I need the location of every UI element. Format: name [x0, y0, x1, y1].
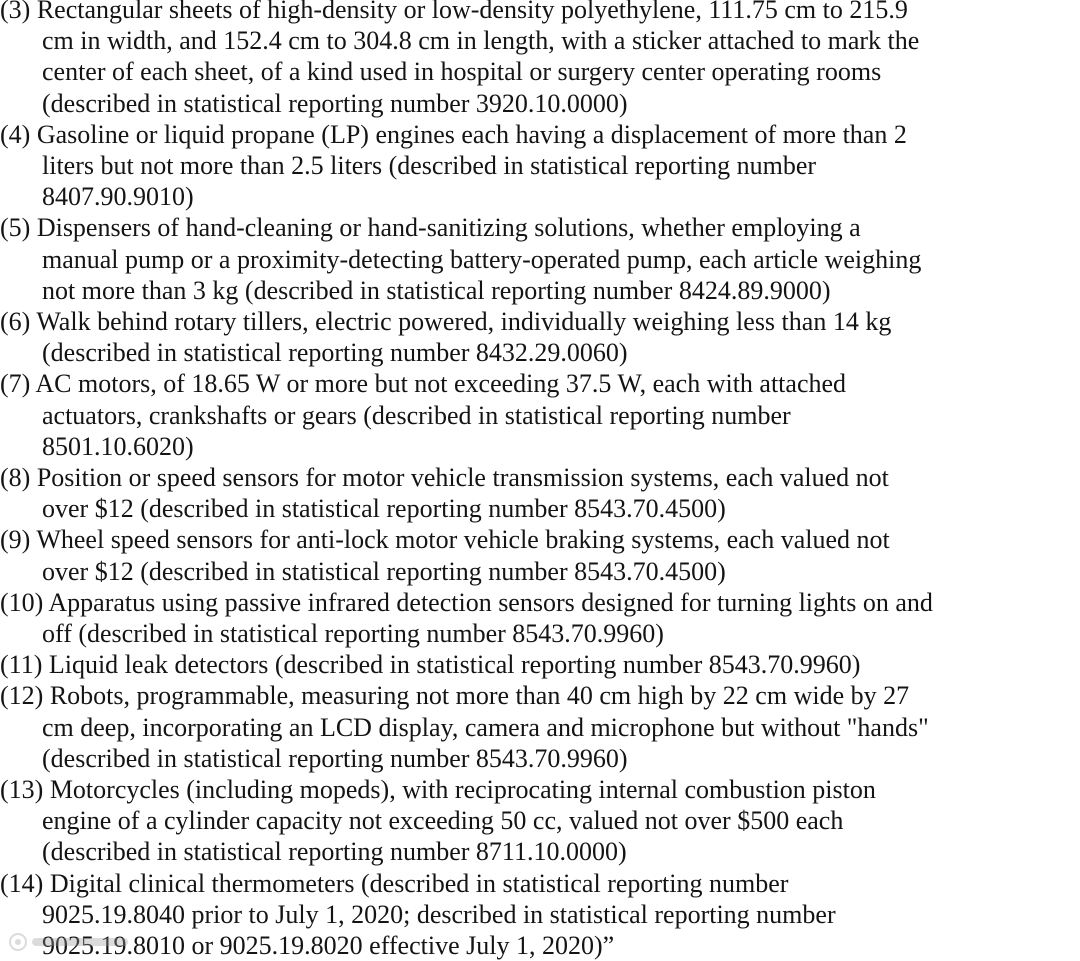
item-line: (13) Motorcycles (including mopeds), with reciprocating internal combustion piston [0, 775, 876, 805]
item-line: 8407.90.9010) [42, 182, 194, 212]
item-line: (11) Liquid leak detectors (described in statistical reporting number 8543.70.9960) [0, 650, 861, 680]
list-item-5 [0, 212, 1080, 306]
item-line: (8) Position or speed sensors for motor vehicle transmission systems, each valued not [0, 463, 889, 493]
item-line: liters but not more than 2.5 liters (described in statistical reporting number [42, 151, 817, 181]
list-item-12 [0, 680, 1080, 774]
item-line: (12) Robots, programmable, measuring not more than 40 cm high by 22 cm wide by 27 [0, 681, 910, 711]
list-item-10 [0, 587, 1080, 649]
item-line: (described in statistical reporting number 3920.10.0000) [42, 88, 628, 118]
list-item-7 [0, 368, 1080, 462]
list-item-4 [0, 119, 1080, 213]
item-line: manual pump or a proximity-detecting battery-operated pump, each article weighing [42, 244, 922, 274]
item-line: (described in statistical reporting number 8432.29.0060) [42, 338, 628, 368]
item-line: 9025.19.8010 or 9025.19.8020 effective July 1, 2020)” [42, 931, 615, 961]
item-line: (3) Rectangular sheets of high-density or low-density polyethylene, 111.75 cm to 215.9 [0, 0, 908, 24]
item-line: not more than 3 kg (described in statistical reporting number 8424.89.9000) [42, 275, 831, 305]
list-item-8 [0, 462, 1080, 524]
item-line: (5) Dispensers of hand-cleaning or hand-sanitizing solutions, whether employing a [0, 213, 861, 243]
item-line: (described in statistical reporting number 8711.10.0000) [42, 837, 627, 867]
item-line: (6) Walk behind rotary tillers, electric powered, individually weighing less than 14 kg [0, 307, 892, 337]
item-line: over $12 (described in statistical reporting number 8543.70.4500) [42, 494, 726, 524]
watermark-logo-icon [8, 931, 136, 953]
list-item-3 [0, 0, 1080, 119]
list-item-9 [0, 524, 1080, 586]
list-item-14 [0, 868, 1080, 961]
item-line: off (described in statistical reporting number 8543.70.9960) [42, 619, 664, 649]
item-line: 8501.10.6020) [42, 431, 194, 461]
item-line: over $12 (described in statistical reporting number 8543.70.4500) [42, 556, 726, 586]
list-item-13 [0, 774, 1080, 868]
list-item-11 [0, 649, 1080, 680]
list-item-6 [0, 306, 1080, 368]
item-line: actuators, crankshafts or gears (described in statistical reporting number [42, 400, 791, 430]
item-line: (described in statistical reporting number 8543.70.9960) [42, 743, 628, 773]
item-line: (4) Gasoline or liquid propane (LP) engines each having a displacement of more than 2 [0, 119, 907, 149]
item-line: cm deep, incorporating an LCD display, camera and microphone but without "hands" [42, 712, 929, 742]
item-line: engine of a cylinder capacity not exceeding 50 cc, valued not over $500 each [42, 806, 844, 836]
item-line: (7) AC motors, of 18.65 W or more but not exceeding 37.5 W, each with attached [0, 369, 847, 399]
item-line: (10) Apparatus using passive infrared detection sensors designed for turning lights on and [0, 587, 933, 617]
item-line: 9025.19.8040 prior to July 1, 2020; described in statistical reporting number [42, 899, 836, 929]
item-line: (9) Wheel speed sensors for anti-lock motor vehicle braking systems, each valued not [0, 525, 890, 555]
item-line: cm in width, and 152.4 cm to 304.8 cm in length, with a sticker attached to mark the [42, 26, 920, 56]
item-line: center of each sheet, of a kind used in hospital or surgery center operating rooms [42, 57, 882, 87]
item-line: (14) Digital clinical thermometers (described in statistical reporting number [0, 868, 789, 898]
